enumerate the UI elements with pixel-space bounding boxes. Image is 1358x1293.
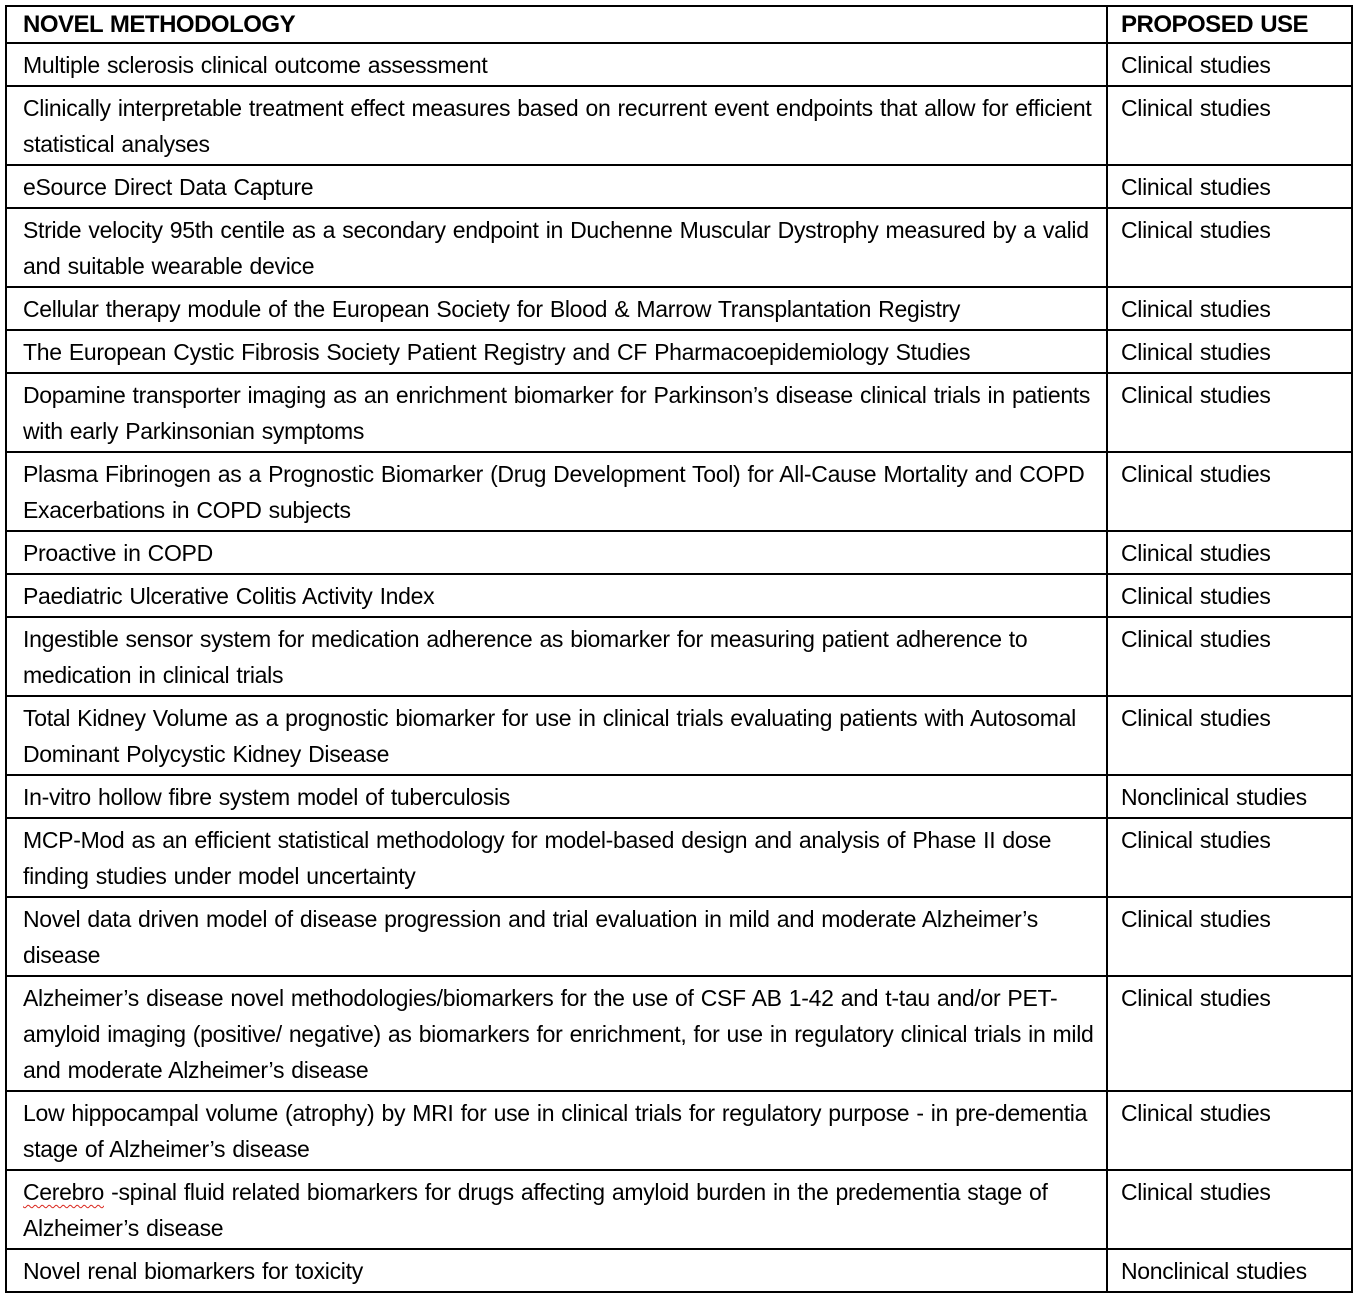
methodology-cell: Novel renal biomarkers for toxicity bbox=[6, 1249, 1107, 1292]
methodology-cell: Low hippocampal volume (atrophy) by MRI for use in clinical trials for regulatory purpose - in pre-dementia stage of Alzheimer’s disease bbox=[6, 1091, 1107, 1170]
table-row bbox=[6, 617, 1352, 696]
table-row bbox=[6, 43, 1352, 86]
proposed-use-cell: Clinical studies bbox=[1107, 818, 1352, 897]
proposed-use-cell: Clinical studies bbox=[1107, 696, 1352, 775]
proposed-use-cell: Clinical studies bbox=[1107, 373, 1352, 452]
proposed-use-cell: Clinical studies bbox=[1107, 897, 1352, 976]
methodology-cell: Plasma Fibrinogen as a Prognostic Biomarker (Drug Development Tool) for All-Cause Mortality and COPD Exacerbations in COPD subjects bbox=[6, 452, 1107, 531]
methodology-cell: eSource Direct Data Capture bbox=[6, 165, 1107, 208]
table-row bbox=[6, 373, 1352, 452]
methodology-cell: MCP-Mod as an efficient statistical methodology for model-based design and analysis of Phase II dose finding studies under model uncertainty bbox=[6, 818, 1107, 897]
methodology-cell: In-vitro hollow fibre system model of tuberculosis bbox=[6, 775, 1107, 818]
spellcheck-underlined-word: Cerebro bbox=[23, 1179, 104, 1205]
table-row bbox=[6, 696, 1352, 775]
methodology-cell: Multiple sclerosis clinical outcome assessment bbox=[6, 43, 1107, 86]
table-row bbox=[6, 976, 1352, 1091]
methodology-cell: Total Kidney Volume as a prognostic biomarker for use in clinical trials evaluating patients with Autosomal Dominant Polycystic Kidney Disease bbox=[6, 696, 1107, 775]
table-row bbox=[6, 1249, 1352, 1292]
table-row bbox=[6, 208, 1352, 287]
table-row bbox=[6, 287, 1352, 330]
proposed-use-cell: Clinical studies bbox=[1107, 1091, 1352, 1170]
proposed-use-cell: Nonclinical studies bbox=[1107, 775, 1352, 818]
methodology-text: -spinal fluid related biomarkers for drugs affecting amyloid burden in the predementia stage of Alzheimer’s disease bbox=[23, 1179, 1048, 1241]
methodology-cell: Paediatric Ulcerative Colitis Activity Index bbox=[6, 574, 1107, 617]
header-proposed-use: PROPOSED USE bbox=[1107, 6, 1352, 43]
methodology-cell: Dopamine transporter imaging as an enrichment biomarker for Parkinson’s disease clinical trials in patients with early Parkinsonian symptoms bbox=[6, 373, 1107, 452]
methodology-cell: The European Cystic Fibrosis Society Patient Registry and CF Pharmacoepidemiology Studies bbox=[6, 330, 1107, 373]
methodology-cell: Clinically interpretable treatment effect measures based on recurrent event endpoints that allow for efficient statistical analyses bbox=[6, 86, 1107, 165]
methodology-table bbox=[5, 5, 1353, 1293]
methodology-cell: Ingestible sensor system for medication adherence as biomarker for measuring patient adherence to medication in clinical trials bbox=[6, 617, 1107, 696]
methodology-cell: Novel data driven model of disease progression and trial evaluation in mild and moderate Alzheimer’s disease bbox=[6, 897, 1107, 976]
proposed-use-cell: Clinical studies bbox=[1107, 208, 1352, 287]
proposed-use-cell: Clinical studies bbox=[1107, 452, 1352, 531]
table-row bbox=[6, 574, 1352, 617]
proposed-use-cell: Clinical studies bbox=[1107, 574, 1352, 617]
methodology-cell: Stride velocity 95th centile as a secondary endpoint in Duchenne Muscular Dystrophy measured by a valid and suitable wearable device bbox=[6, 208, 1107, 287]
methodology-cell: Proactive in COPD bbox=[6, 531, 1107, 574]
methodology-cell: Cellular therapy module of the European Society for Blood & Marrow Transplantation Registry bbox=[6, 287, 1107, 330]
proposed-use-cell: Clinical studies bbox=[1107, 330, 1352, 373]
proposed-use-cell: Clinical studies bbox=[1107, 86, 1352, 165]
table-row bbox=[6, 775, 1352, 818]
table-row bbox=[6, 1091, 1352, 1170]
header-methodology: NOVEL METHODOLOGY bbox=[6, 6, 1107, 43]
table-row bbox=[6, 1170, 1352, 1249]
table-row bbox=[6, 897, 1352, 976]
methodology-cell: Alzheimer’s disease novel methodologies/biomarkers for the use of CSF AB 1-42 and t-tau and/or PET-amyloid imaging (positive/ negative) as biomarkers for enrichment, for use in regulatory clinical trials in mild and moderate Alzheimer’s disease bbox=[6, 976, 1107, 1091]
table-row bbox=[6, 818, 1352, 897]
table-row bbox=[6, 452, 1352, 531]
proposed-use-cell: Clinical studies bbox=[1107, 165, 1352, 208]
table-row bbox=[6, 86, 1352, 165]
proposed-use-cell: Nonclinical studies bbox=[1107, 1249, 1352, 1292]
table-row bbox=[6, 165, 1352, 208]
proposed-use-cell: Clinical studies bbox=[1107, 976, 1352, 1091]
methodology-cell bbox=[6, 1170, 1107, 1249]
header-row bbox=[6, 6, 1352, 43]
proposed-use-cell: Clinical studies bbox=[1107, 287, 1352, 330]
table-row bbox=[6, 531, 1352, 574]
proposed-use-cell: Clinical studies bbox=[1107, 43, 1352, 86]
table-row bbox=[6, 330, 1352, 373]
proposed-use-cell: Clinical studies bbox=[1107, 1170, 1352, 1249]
proposed-use-cell: Clinical studies bbox=[1107, 531, 1352, 574]
proposed-use-cell: Clinical studies bbox=[1107, 617, 1352, 696]
